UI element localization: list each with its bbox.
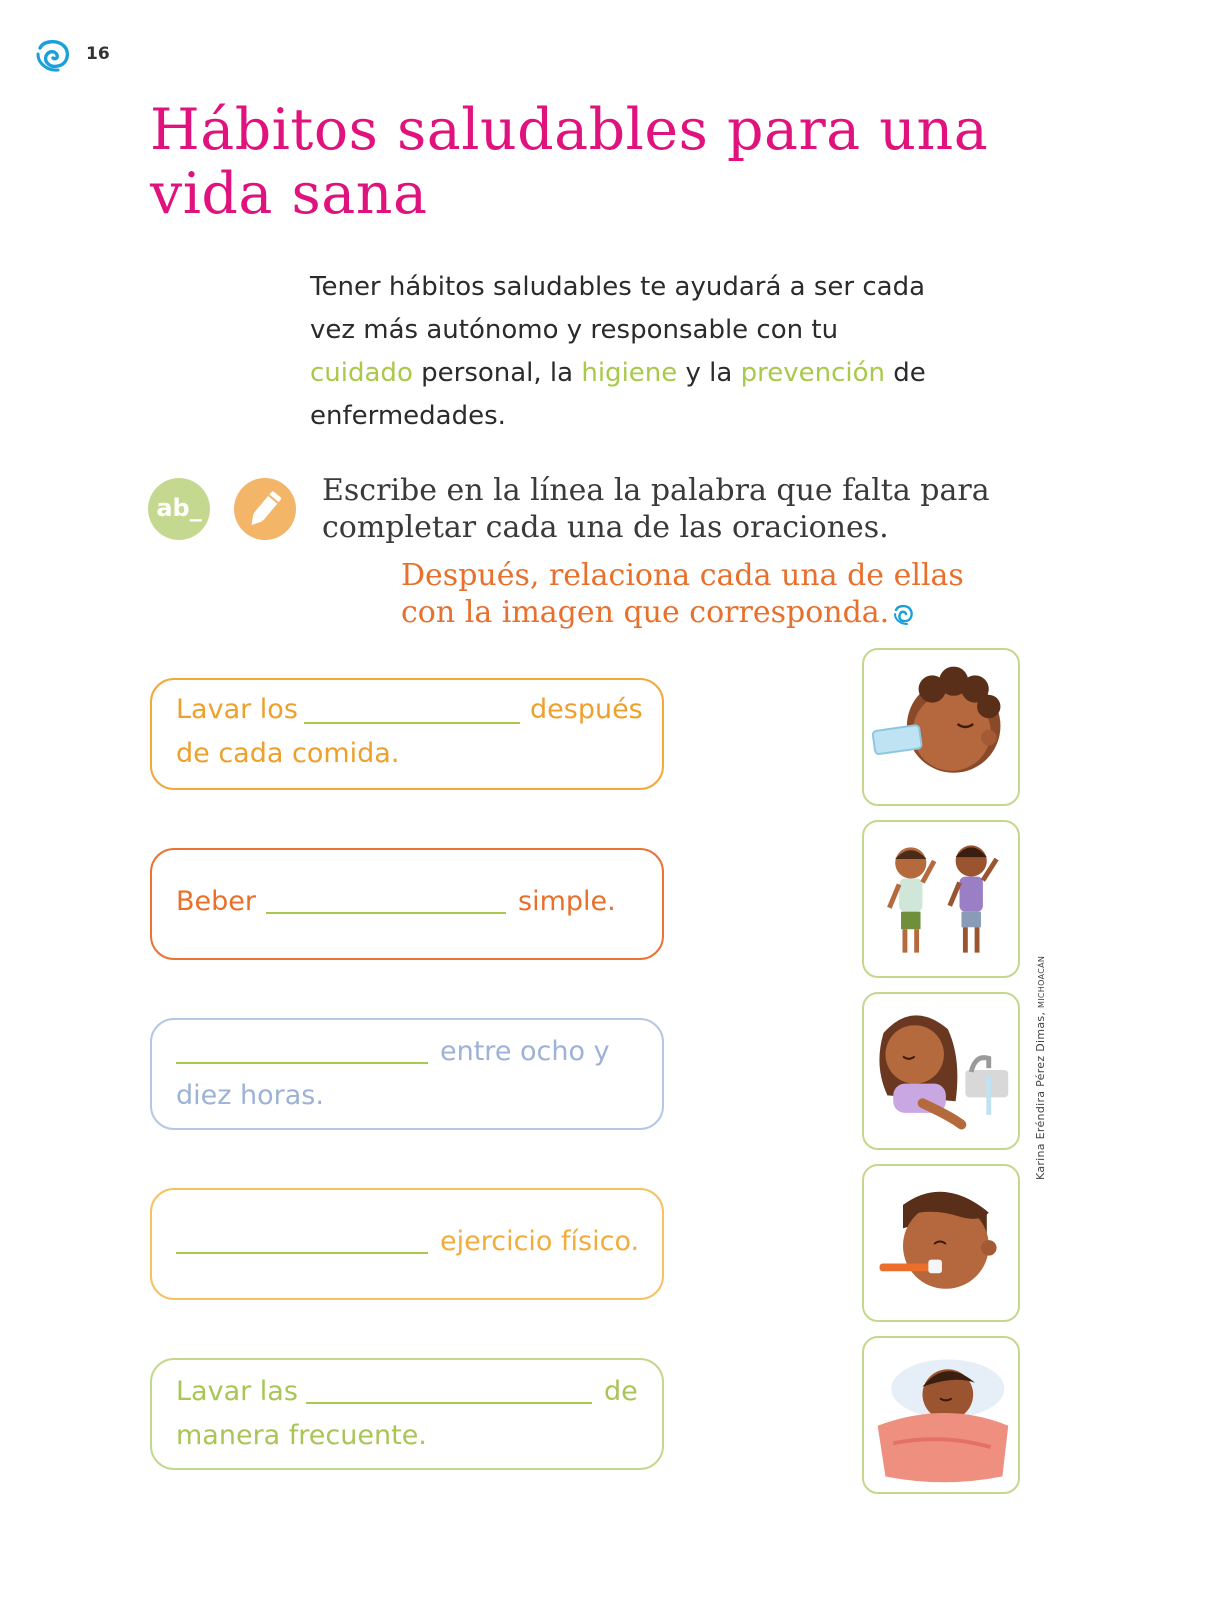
intro-text: de enfermedades.	[310, 358, 926, 431]
pencil-icon	[234, 478, 296, 540]
picture-card-4[interactable]	[862, 1164, 1020, 1322]
intro-text: personal, la	[412, 358, 582, 388]
instruction-line2: Después, relaciona cada una de ellas con la imagen que corresponda.	[401, 558, 964, 630]
sentence-box-4	[150, 1188, 664, 1300]
sentence-text: Beber	[176, 886, 256, 917]
ab-label: ab_	[156, 494, 202, 522]
page-title: Hábitos saludables para una vida sana	[150, 97, 989, 227]
spiral-small-icon	[893, 603, 917, 625]
instruction-text-2	[401, 557, 1001, 631]
intro-text: Tener hábitos saludables te ayudará a ser cada vez más autónomo y responsable con tu	[310, 272, 926, 345]
sentence-text: Lavar los	[176, 694, 298, 725]
keyword-cuidado: cuidado	[310, 358, 413, 388]
ab-writing-icon	[148, 478, 210, 540]
sentence-text: Lavar las	[176, 1376, 298, 1407]
sentence-text: manera frecuente.	[176, 1420, 427, 1451]
girl-sleeping-icon	[864, 1338, 1018, 1492]
children-exercising-icon	[864, 822, 1018, 976]
sentence-text: entre ocho y	[440, 1036, 610, 1067]
instruction-text: Escribe en la línea la palabra que falta para completar cada una de las oraciones.	[322, 473, 990, 545]
sentence-box-5	[150, 1358, 664, 1470]
answer-blank[interactable]	[304, 722, 520, 724]
sentence-box-1	[150, 678, 664, 790]
sentence-text: simple.	[518, 886, 616, 917]
picture-card-1[interactable]	[862, 648, 1020, 806]
sentence-box-2	[150, 848, 664, 960]
answer-blank[interactable]	[176, 1252, 428, 1254]
spiral-logo-icon	[36, 38, 76, 72]
boy-brushing-teeth-icon	[864, 1166, 1018, 1320]
illustration-credit	[1034, 956, 1047, 1180]
picture-card-2[interactable]	[862, 820, 1020, 978]
answer-blank[interactable]	[266, 912, 506, 914]
credit-place: MICHOACÁN	[1037, 955, 1046, 1008]
intro-text: y la	[677, 358, 741, 388]
sentence-text: después	[530, 694, 643, 725]
answer-blank[interactable]	[176, 1062, 428, 1064]
sentence-text: ejercicio físico.	[440, 1226, 640, 1257]
credit-name: Karina Eréndira Pérez Dimas,	[1034, 1011, 1047, 1180]
answer-blank[interactable]	[306, 1402, 592, 1404]
sentence-box-3	[150, 1018, 664, 1130]
page-number: 16	[86, 44, 110, 64]
picture-card-5[interactable]	[862, 1336, 1020, 1494]
girl-washing-hands-icon	[864, 994, 1018, 1148]
picture-card-3[interactable]	[862, 992, 1020, 1150]
sentence-text: diez horas.	[176, 1080, 324, 1111]
sentence-text: de cada comida.	[176, 738, 400, 769]
keyword-prevencion: prevención	[740, 358, 885, 388]
sentence-text: de	[604, 1376, 638, 1407]
boy-drinking-water-icon	[864, 650, 1018, 804]
keyword-higiene: higiene	[581, 358, 678, 388]
intro-paragraph	[310, 266, 930, 438]
